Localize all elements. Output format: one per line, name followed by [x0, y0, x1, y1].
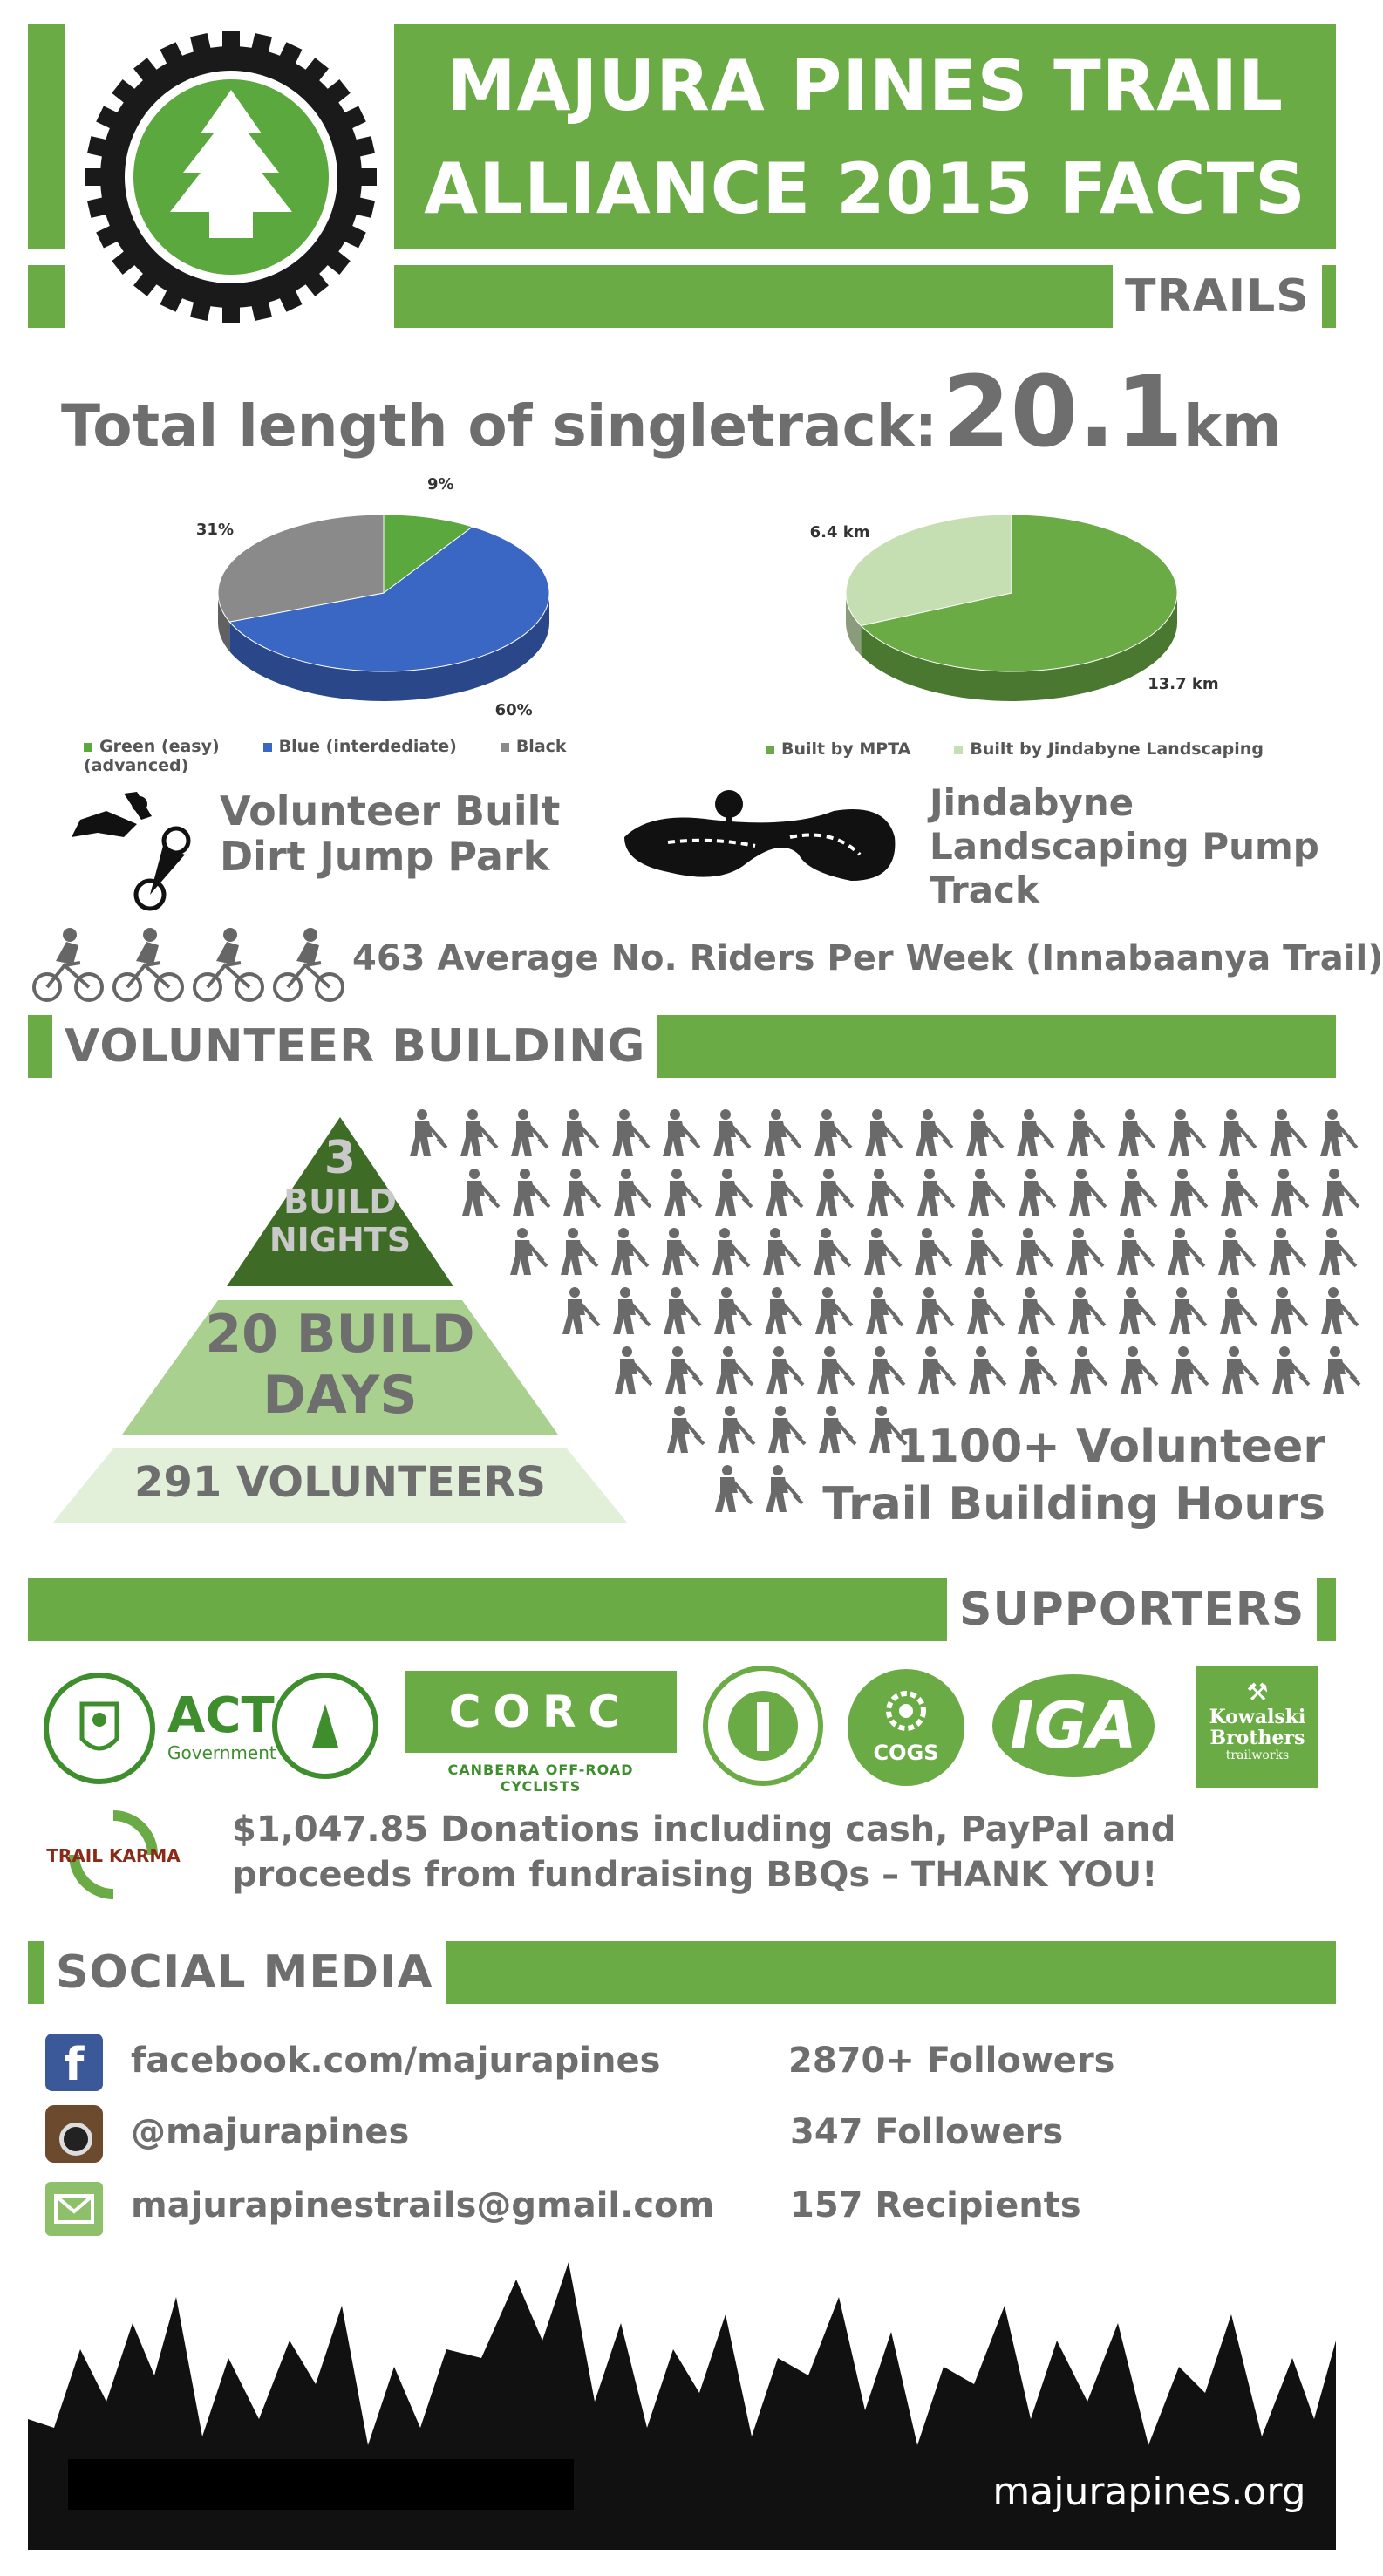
- pine-tree-gear-logo-icon: [78, 24, 384, 330]
- dirt-jump-park: [220, 788, 560, 879]
- pump-track-icon: [616, 785, 903, 898]
- kowalski-text: Kowalski Brothers: [1209, 1706, 1306, 1749]
- worker-icon: [1311, 1226, 1358, 1278]
- worker-icon: [960, 1345, 1007, 1397]
- trail-karma-logo: [35, 1807, 192, 1903]
- worker-icon: [806, 1107, 853, 1160]
- legend-item: Built by Jindabyne Landscaping: [954, 739, 1264, 759]
- worker-icon: [1159, 1226, 1206, 1278]
- worker-icon: [1059, 1285, 1107, 1338]
- facebook-count: 2870+ Followers: [788, 2041, 1115, 2081]
- worker-icon: [1059, 1107, 1106, 1160]
- worker-icon: [1213, 1345, 1260, 1397]
- worker-icon: [605, 1167, 652, 1219]
- legend-item: Blue (interdediate): [263, 737, 457, 756]
- worker-icon: [807, 1285, 854, 1338]
- worker-icon: [910, 1345, 957, 1397]
- pie-label: 13.7 km: [1148, 675, 1219, 694]
- worker-icon: [452, 1107, 499, 1160]
- crossed-tools-icon: ⚒: [1246, 1678, 1269, 1707]
- worker-icon: [704, 1226, 751, 1278]
- pie-label: 60%: [494, 701, 533, 720]
- worker-icon: [1009, 1285, 1056, 1338]
- worker-icon: [807, 1167, 855, 1219]
- act-text: ACT: [167, 1687, 275, 1744]
- logo: [78, 24, 384, 330]
- cyclist-icon: [30, 926, 106, 1005]
- email-count: 157 Recipients: [790, 2185, 1081, 2225]
- worker-icon: [1007, 1226, 1054, 1278]
- donations: [232, 1807, 1175, 1898]
- worker-icon: [1060, 1167, 1107, 1219]
- worker-icon: [1311, 1107, 1359, 1160]
- worker-icon: [756, 1285, 803, 1338]
- cogs-logo: [848, 1669, 964, 1786]
- supporters-section-label: SUPPORTERS: [947, 1578, 1317, 1641]
- pie-label: 9%: [427, 475, 454, 494]
- legend-swatch: [84, 743, 92, 752]
- worker-icon: [1212, 1167, 1259, 1219]
- worker-icon: [757, 1167, 804, 1219]
- worker-icon: [1209, 1226, 1257, 1278]
- facebook-handle[interactable]: facebook.com/majurapines: [131, 2041, 661, 2081]
- worker-icon: [957, 1107, 1005, 1160]
- build-days-line-2: DAYS: [262, 1365, 418, 1426]
- cyclist-icon: [270, 926, 347, 1005]
- pump-track-line-1: Jindabyne: [930, 781, 1134, 824]
- worker-icon: [1112, 1345, 1159, 1397]
- worker-icon: [1261, 1107, 1308, 1160]
- worker-icon: [857, 1285, 904, 1338]
- worker-icon: [655, 1285, 702, 1338]
- legend-swatch: [954, 746, 963, 754]
- worker-icon: [1313, 1167, 1360, 1219]
- header-left-bar: [28, 24, 65, 249]
- pie-label: 6.4 km: [809, 522, 870, 542]
- worker-icon: [705, 1107, 752, 1160]
- worker-icon: [706, 1463, 753, 1516]
- worker-icon: [504, 1167, 551, 1219]
- pump-track: [930, 781, 1319, 912]
- legend-item: Green (easy): [84, 737, 220, 756]
- worker-icon: [706, 1167, 753, 1219]
- worker-icon: [705, 1285, 753, 1338]
- worker-icon: [603, 1107, 651, 1160]
- cogs-text: COGS: [873, 1741, 939, 1765]
- worker-icon: [808, 1345, 855, 1397]
- kowalski-brothers-logo: [1196, 1666, 1318, 1788]
- difficulty-pie-chart: [140, 475, 628, 724]
- instagram-handle[interactable]: @majurapines: [131, 2112, 410, 2152]
- hours-line-1: 1100+ Volunteer: [896, 1421, 1325, 1473]
- worker-icon: [453, 1167, 501, 1219]
- builder-legend: [766, 739, 1324, 759]
- worker-icon: [856, 1107, 903, 1160]
- worker-icon: [1312, 1285, 1359, 1338]
- worker-icon: [958, 1285, 1005, 1338]
- worker-icon: [1264, 1345, 1311, 1397]
- worker-icon: [707, 1345, 754, 1397]
- worker-icon: [502, 1107, 549, 1160]
- riders-per-week: 463 Average No. Riders Per Week (Innabaanya Trail): [352, 938, 1383, 978]
- worker-icon: [909, 1167, 956, 1219]
- parks-conservation-logo: [272, 1673, 378, 1779]
- worker-icon: [658, 1404, 705, 1456]
- legend-swatch: [501, 743, 509, 752]
- trails-section-label: TRAILS: [1113, 265, 1322, 328]
- worker-icon: [859, 1345, 906, 1397]
- email-address[interactable]: majurapinestrails@gmail.com: [131, 2185, 715, 2225]
- donations-line-2: proceeds from fundraising BBQs – THANK YOU!: [232, 1855, 1158, 1895]
- hours-line-2: Trail Building Hours: [822, 1478, 1325, 1530]
- worker-icon: [552, 1226, 599, 1278]
- worker-icon: [653, 1226, 700, 1278]
- worker-icon: [1008, 1107, 1055, 1160]
- volunteer-hours: [785, 1418, 1325, 1533]
- dirt-jump-line-1: Volunteer Built: [220, 787, 561, 835]
- social-section-label: SOCIAL MEDIA: [44, 1941, 446, 2004]
- total-length-value: 20.1: [942, 356, 1183, 469]
- act-sub: Government: [167, 1742, 276, 1763]
- cog-icon: [880, 1685, 932, 1737]
- build-days-line-1: 20 BUILD: [205, 1304, 475, 1365]
- ranger-icon: [277, 1678, 373, 1774]
- title-box: [394, 24, 1336, 249]
- header-left-stub: [28, 265, 65, 328]
- legend-swatch: [263, 743, 272, 752]
- title-line-2: ALLIANCE 2015 FACTS: [424, 148, 1306, 229]
- volunteers-count: 291 VOLUNTEERS: [134, 1458, 546, 1507]
- worker-icon: [1210, 1107, 1257, 1160]
- worker-icon: [654, 1107, 701, 1160]
- pie-label: 31%: [195, 520, 235, 539]
- worker-icon: [1262, 1285, 1309, 1338]
- worker-icon: [1263, 1167, 1310, 1219]
- dirt-jump-line-2: Dirt Jump Park: [220, 833, 550, 880]
- cyclist-icon: [190, 926, 267, 1005]
- worker-icon: [1058, 1226, 1105, 1278]
- instagram-count: 347 Followers: [790, 2112, 1064, 2152]
- worker-icon: [1111, 1167, 1158, 1219]
- cyclist-icon: [110, 926, 187, 1005]
- build-nights-line-2: NIGHTS: [269, 1221, 412, 1259]
- footer-url[interactable]: majurapines.org: [992, 2470, 1306, 2514]
- worker-icon: [1109, 1107, 1156, 1160]
- footer-black-box: [68, 2459, 574, 2510]
- worker-icon: [1162, 1345, 1209, 1397]
- worker-icon: [1161, 1285, 1208, 1338]
- worker-icon: [554, 1285, 601, 1338]
- worker-icon: [755, 1107, 802, 1160]
- wrench-icon: [708, 1671, 818, 1781]
- worker-icon: [606, 1345, 653, 1397]
- facebook-icon: f: [45, 2034, 103, 2091]
- worker-icon: [656, 1167, 703, 1219]
- worker-icon: [603, 1226, 650, 1278]
- worker-icon: [908, 1285, 955, 1338]
- worker-icon: [1160, 1107, 1207, 1160]
- pump-track-line-3: Track: [930, 869, 1039, 911]
- build-nights-value: 3: [324, 1132, 357, 1184]
- worker-icon: [1011, 1345, 1058, 1397]
- worker-icon: [1260, 1226, 1307, 1278]
- act-crest-logo: [44, 1673, 155, 1784]
- kowalski-sub: trailworks: [1225, 1748, 1290, 1762]
- worker-icon: [1061, 1345, 1108, 1397]
- worker-icon: [855, 1226, 903, 1278]
- corc-logo: [405, 1671, 677, 1795]
- legend-item: Black (advanced): [84, 737, 567, 775]
- total-length-label: Total length of singletrack:: [61, 392, 938, 460]
- instagram-icon: [45, 2105, 103, 2163]
- build-nights-line-1: BUILD: [283, 1182, 397, 1221]
- worker-icon: [858, 1167, 905, 1219]
- act-government-logo: [167, 1687, 276, 1763]
- worker-icon: [501, 1226, 548, 1278]
- iga-logo: IGA: [992, 1674, 1155, 1777]
- title-line-1: MAJURA PINES TRAIL: [446, 45, 1284, 126]
- donations-line-1: $1,047.85 Donations including cash, PayPal and: [232, 1809, 1176, 1850]
- worker-icon: [1314, 1345, 1361, 1397]
- worker-icon: [754, 1226, 801, 1278]
- worker-icon: [1211, 1285, 1258, 1338]
- corc-sub: CANBERRA OFF-ROAD CYCLISTS: [447, 1762, 634, 1795]
- trail-karma-text: TRAIL KARMA: [46, 1845, 181, 1866]
- worker-icon: [758, 1345, 805, 1397]
- worker-icon: [906, 1226, 953, 1278]
- monkey-wrench-cycles-logo: [703, 1666, 823, 1786]
- rider-icons: [30, 926, 352, 1005]
- builder-pie-chart: [767, 488, 1256, 724]
- total-length: [61, 356, 1308, 469]
- legend-swatch: [766, 746, 774, 754]
- worker-icon: [1110, 1285, 1157, 1338]
- worker-icon: [1108, 1226, 1155, 1278]
- email-icon: [45, 2182, 103, 2236]
- worker-icon: [709, 1404, 756, 1456]
- difficulty-legend: [84, 737, 677, 775]
- pump-track-line-2: Landscaping Pump: [930, 825, 1319, 868]
- worker-icon: [907, 1107, 954, 1160]
- total-length-unit: km: [1182, 392, 1282, 460]
- worker-icon: [401, 1107, 448, 1160]
- worker-icon: [555, 1167, 602, 1219]
- volunteer-section-label: VOLUNTEER BUILDING: [52, 1015, 657, 1078]
- worker-icon: [657, 1345, 704, 1397]
- corc-text: CORC: [405, 1671, 677, 1753]
- worker-icon: [805, 1226, 852, 1278]
- worker-icon: [1162, 1167, 1209, 1219]
- worker-icon: [1010, 1167, 1057, 1219]
- bmx-jumper-icon: [54, 785, 202, 907]
- crest-icon: [49, 1678, 150, 1779]
- worker-icon: [553, 1107, 600, 1160]
- worker-icon: [957, 1226, 1004, 1278]
- legend-item: Built by MPTA: [766, 739, 910, 759]
- worker-icon: [604, 1285, 651, 1338]
- worker-icon: [959, 1167, 1006, 1219]
